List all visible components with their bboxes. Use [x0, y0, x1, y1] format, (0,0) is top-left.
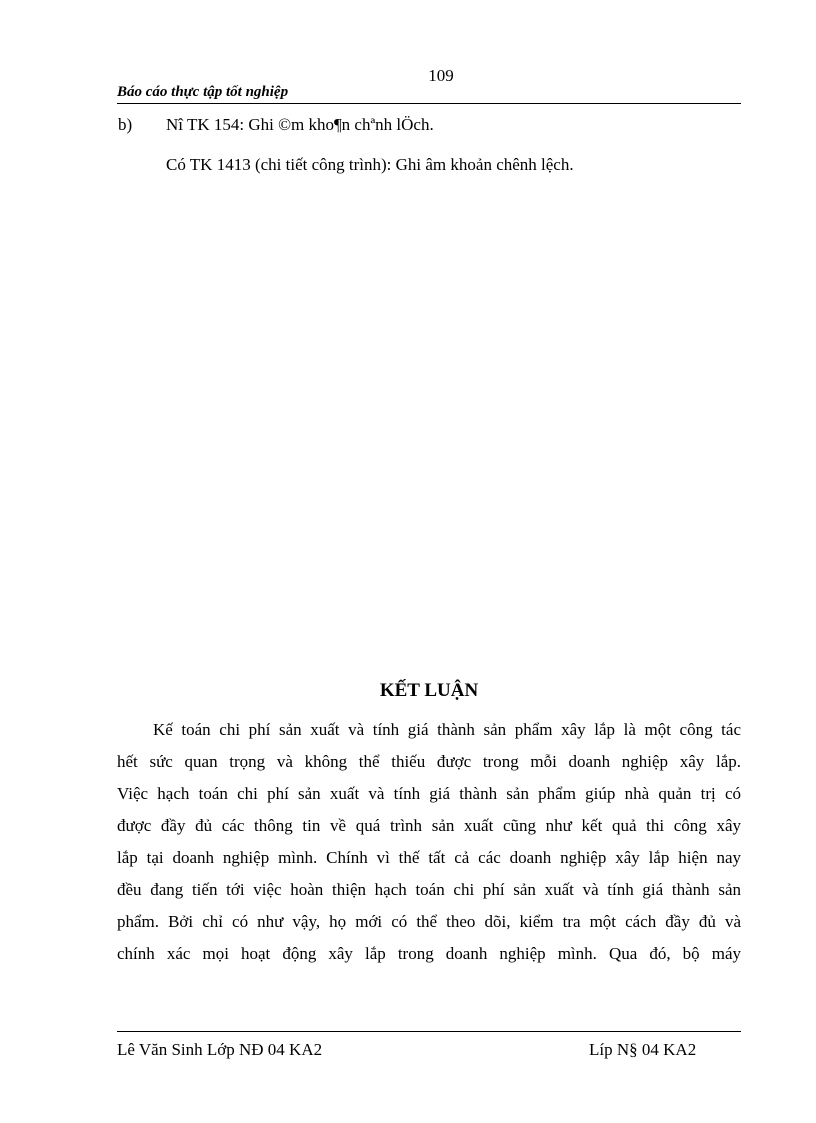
paragraph-line: đều đang tiến tới việc hoàn thiện hạch toán chi phí sản xuất và tính giá thành sản [117, 880, 741, 899]
item-marker: b) [118, 115, 133, 134]
credit-entry-line: Có TK 1413 (chi tiết công trình): Ghi âm khoản chênh lệch. [166, 155, 574, 174]
paragraph-line: phẩm. Bởi chỉ có như vậy, họ mới có thể theo dõi, kiểm tra một cách đầy đủ và [117, 912, 741, 931]
conclusion-heading: KẾT LUẬN [379, 680, 479, 701]
page-number: 109 [428, 66, 454, 85]
paragraph-line: chính xác mọi hoạt động xây lắp trong doanh nghiệp mình. Qua đó, bộ máy [117, 944, 741, 963]
debit-entry-line: Nî TK 154: Ghi ©m kho¶n chªnh lÖch. [166, 115, 434, 134]
paragraph-line: Kế toán chi phí sản xuất và tính giá thành sản phẩm xây lắp là một công tác [153, 720, 741, 739]
footer-class-code: Líp N§ 04 KA2 [589, 1040, 697, 1059]
paragraph-line: Việc hạch toán chi phí sản xuất và tính giá thành sản phẩm giúp nhà quản trị có [117, 784, 741, 803]
report-header-title: Báo cáo thực tập tốt nghiệp [117, 84, 289, 100]
footer-author-class: Lê Văn Sinh Lớp NĐ 04 KA2 [117, 1040, 323, 1059]
paragraph-line: hết sức quan trọng và không thể thiếu được trong mỗi doanh nghiệp xây lắp. [117, 752, 741, 771]
header-divider [117, 103, 741, 104]
paragraph-line: được đầy đủ các thông tin về quá trình sản xuất cũng như kết quả thi công xây [117, 816, 741, 835]
conclusion-paragraph [117, 714, 741, 970]
footer-divider [117, 1031, 741, 1032]
paragraph-line: lắp tại doanh nghiệp mình. Chính vì thế tất cả các doanh nghiệp xây lắp hiện nay [117, 848, 741, 867]
